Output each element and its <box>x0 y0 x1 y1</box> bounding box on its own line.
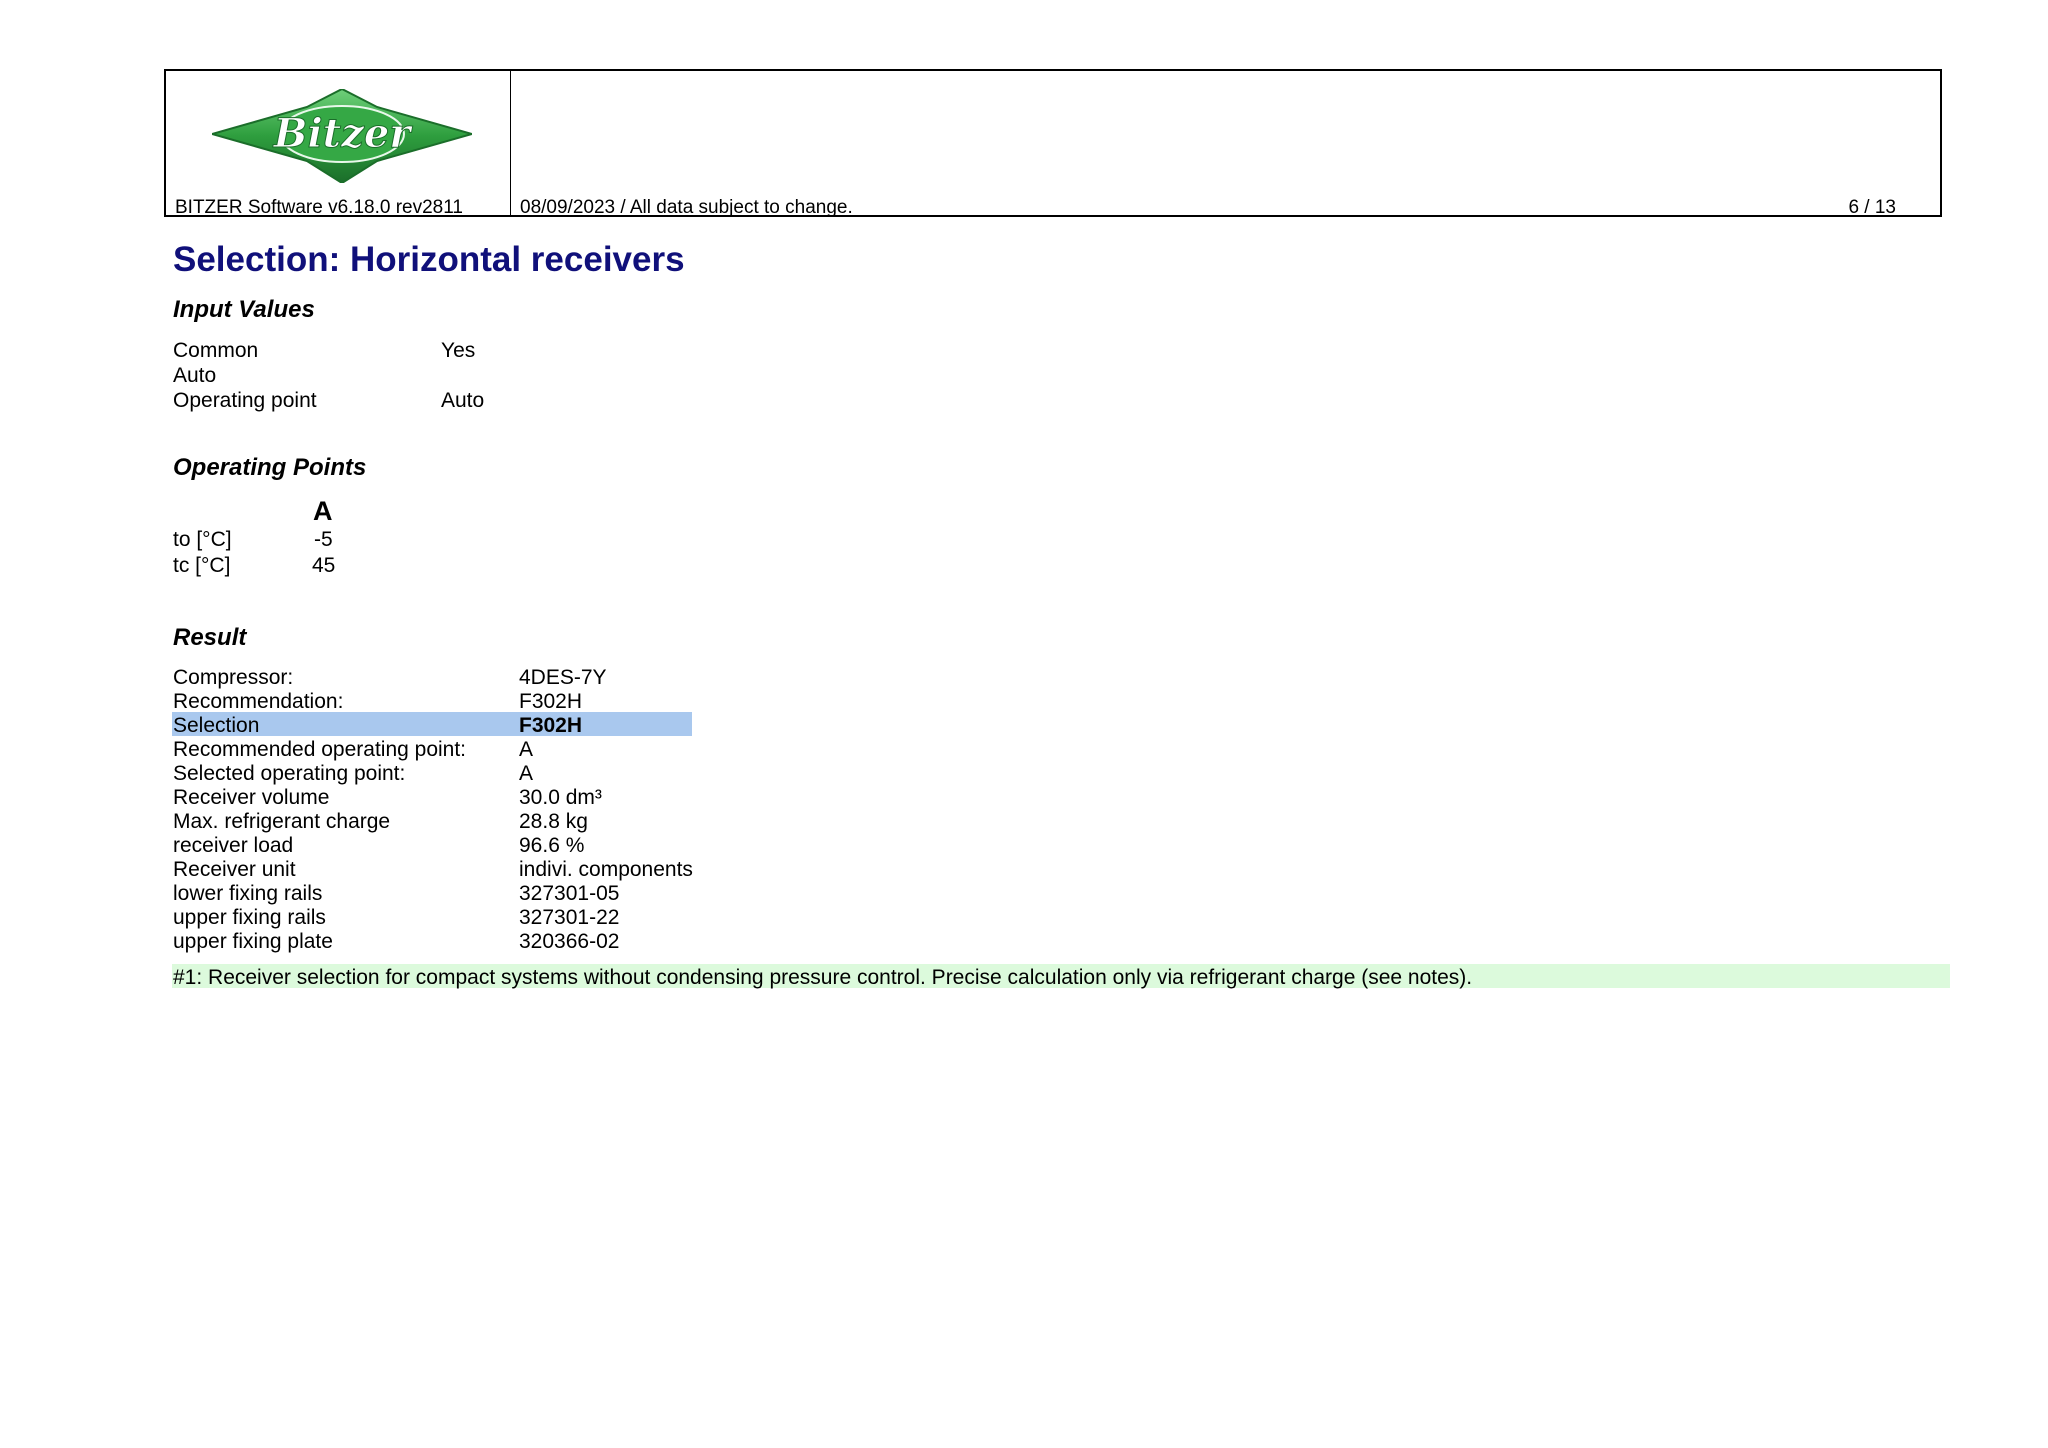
result-value-recommendation: F302H <box>519 690 583 713</box>
header-divider <box>510 71 511 215</box>
software-version: BITZER Software v6.18.0 rev2811 <box>175 197 463 218</box>
result-value-receiver-volume: 30.0 dm³ <box>519 786 602 809</box>
result-value-selected-op: A <box>519 762 534 785</box>
date-notice: 08/09/2023 / All data subject to change. <box>520 197 853 218</box>
receiver-note: #1: Receiver selection for compact systems without condensing pressure control. Precise calculation only via refrigerant charge (see notes). <box>173 966 1473 989</box>
page-title: Selection: Horizontal receivers <box>173 240 685 279</box>
input-value-common: Yes <box>441 339 476 362</box>
result-label-selection: Selection <box>173 714 260 737</box>
result-label-upper-rails: upper fixing rails <box>173 906 326 929</box>
result-label-receiver-volume: Receiver volume <box>173 786 330 809</box>
result-value-lower-rails: 327301-05 <box>519 882 620 905</box>
result-value-recommended-op: A <box>519 738 534 761</box>
result-value-compressor: 4DES-7Y <box>519 666 607 689</box>
op-value-to: -5 <box>314 528 333 551</box>
result-label-receiver-load: receiver load <box>173 834 294 857</box>
result-value-upper-rails: 327301-22 <box>519 906 620 929</box>
input-value-operating-point: Auto <box>441 389 485 412</box>
bitzer-logo <box>212 89 472 183</box>
result-value-selection: F302H <box>519 714 583 737</box>
result-value-receiver-unit: indivi. components <box>519 858 693 881</box>
result-value-max-charge: 28.8 kg <box>519 810 588 833</box>
result-value-receiver-load: 96.6 % <box>519 834 585 857</box>
result-heading: Result <box>173 624 247 651</box>
operating-points-heading: Operating Points <box>173 454 367 481</box>
op-label-tc: tc [°C] <box>173 554 231 577</box>
logo-wordmark: Bitzer <box>273 110 411 157</box>
result-label-receiver-unit: Receiver unit <box>173 858 296 881</box>
input-label-auto: Auto <box>173 364 217 387</box>
input-label-operating-point: Operating point <box>173 389 317 412</box>
page-number: 6 / 13 <box>1848 197 1896 218</box>
op-value-tc: 45 <box>312 554 336 577</box>
result-label-max-charge: Max. refrigerant charge <box>173 810 391 833</box>
result-label-compressor: Compressor: <box>173 666 294 689</box>
result-label-upper-plate: upper fixing plate <box>173 930 333 953</box>
input-label-common: Common <box>173 339 259 362</box>
page-header <box>164 69 1942 217</box>
input-values-heading: Input Values <box>173 296 315 323</box>
result-label-recommendation: Recommendation: <box>173 690 344 713</box>
result-label-lower-rails: lower fixing rails <box>173 882 323 905</box>
result-label-selected-op: Selected operating point: <box>173 762 406 785</box>
result-value-upper-plate: 320366-02 <box>519 930 620 953</box>
op-label-to: to [°C] <box>173 528 232 551</box>
result-label-recommended-op: Recommended operating point: <box>173 738 467 761</box>
operating-point-column-a: A <box>313 496 333 526</box>
